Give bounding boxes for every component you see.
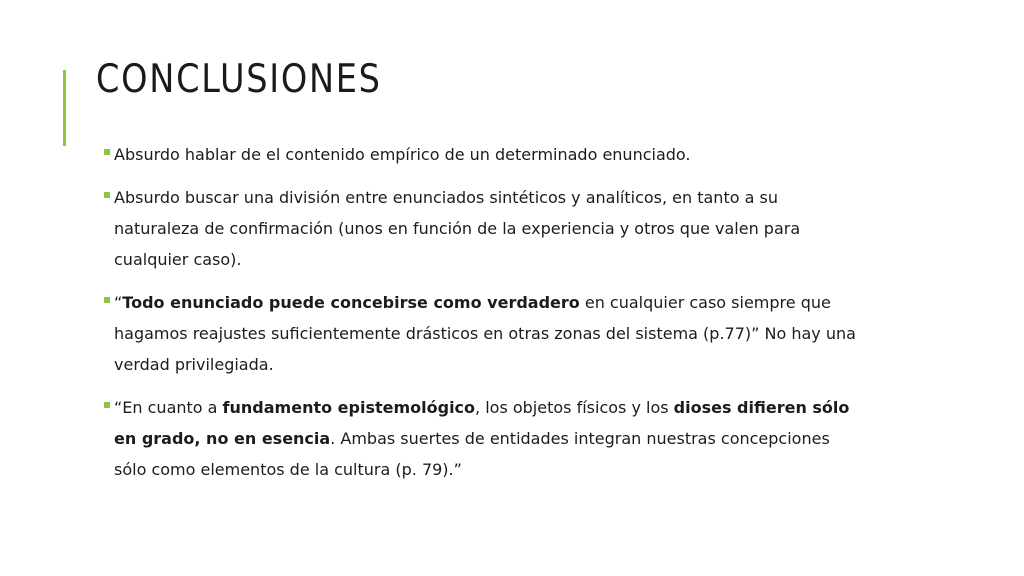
bullet-text: . Ambas suertes de entidades integran nuestras concepciones sólo como elementos de la cultura (p. 79).” <box>114 429 830 479</box>
bullet-item-3 <box>104 287 864 380</box>
bullet-marker-icon <box>104 297 110 303</box>
bullet-bold-text: fundamento epistemológico <box>222 398 476 417</box>
bullet-marker-icon <box>104 192 110 198</box>
bullet-marker-icon <box>104 149 110 155</box>
bullet-text: Absurdo buscar una división entre enunciados sintéticos y analíticos, en tanto a su naturaleza de confirmación (unos en función de la experiencia y otros que valen para cualquier caso). <box>114 188 801 269</box>
bullet-bold-text: dioses difieren sólo en grado, no en esencia <box>114 398 850 448</box>
bullet-bold-text: Todo enunciado puede concebirse como verdadero <box>122 293 580 312</box>
title-accent-bar <box>63 70 66 146</box>
slide-title: CONCLUSIONES <box>96 57 382 102</box>
bullet-text: en cualquier caso siempre que hagamos reajustes suficientemente drásticos en otras zonas del sistema (p.77)” No hay una verdad privilegiada. <box>114 293 856 374</box>
bullet-text: “ <box>114 293 123 312</box>
bullet-marker-icon <box>104 402 110 408</box>
bullet-text: , los objetos físicos y los <box>475 398 674 417</box>
bullet-text: Absurdo hablar de el contenido empírico de un determinado enunciado. <box>114 145 691 164</box>
slide-body <box>104 139 864 497</box>
bullet-item-1 <box>104 139 864 170</box>
bullet-item-4 <box>104 392 864 485</box>
bullet-item-2 <box>104 182 864 275</box>
bullet-text: “En cuanto a <box>114 398 223 417</box>
